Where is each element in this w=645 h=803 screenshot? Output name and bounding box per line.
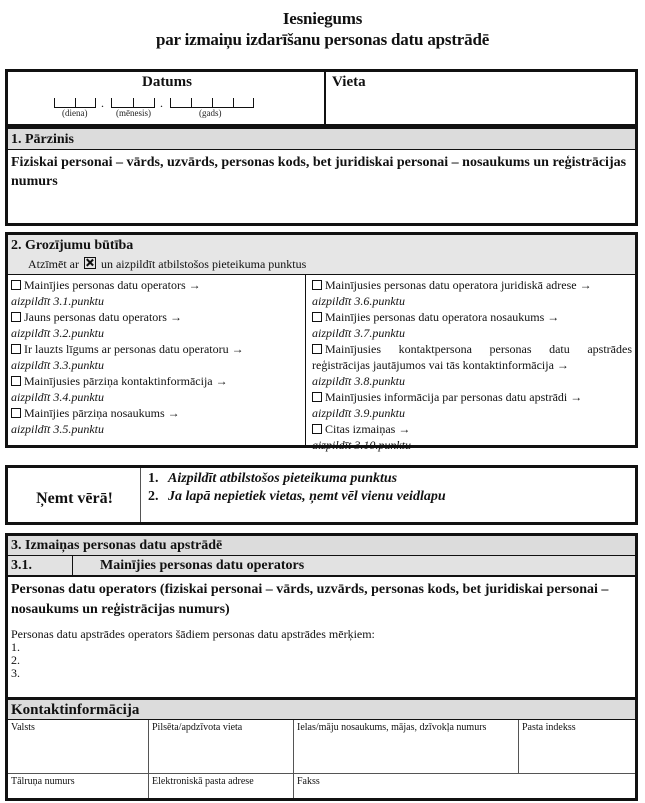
contact-heading: Kontaktinformācija (8, 700, 635, 720)
option-action: aizpildīt 3.1.punktu (11, 294, 104, 308)
option-other-changes[interactable] (312, 421, 632, 453)
street-field[interactable] (294, 720, 519, 773)
section-2-heading: 2. Grozījumu būtība (11, 238, 134, 253)
note-label-cell (8, 468, 141, 522)
note-label: Ņemt vērā! (36, 490, 113, 507)
field-label: Ielas/māju nosaukums, mājas, dzīvokļa numurs (297, 722, 487, 733)
date-separator: . (160, 96, 163, 110)
fax-field[interactable] (294, 774, 635, 798)
year-digit-1[interactable] (170, 98, 191, 108)
field-label: Valsts (11, 722, 35, 733)
option-label: Mainījies pārziņa nosaukums → (24, 406, 180, 420)
postal-code-field[interactable] (519, 720, 635, 773)
option-action: aizpildīt 3.10.punktu (312, 438, 411, 452)
checkbox-icon[interactable] (11, 312, 21, 322)
option-label: Mainījusies personas datu operatora juridiskā adrese → (325, 278, 592, 292)
option-action: aizpildīt 3.2.punktu (11, 326, 104, 340)
field-label: Tālruņa numurs (11, 776, 75, 787)
change-nature-section (5, 232, 638, 452)
month-digit-1[interactable] (111, 98, 133, 108)
option-label: Mainījies personas datu operators → (24, 278, 201, 292)
title-line: Iesniegums (282, 9, 363, 28)
controller-description: Fiziskai personai – vārds, uzvārds, personas kods, bet juridiskai personai – nosaukums un reģistrācijas numurs (11, 155, 627, 189)
checkbox-icon[interactable] (312, 344, 322, 354)
year-digit-3[interactable] (212, 98, 233, 108)
note-item (148, 470, 446, 488)
option-controller-name-changed[interactable] (11, 405, 302, 437)
date-place-box (5, 69, 638, 127)
option-controller-contact-changed[interactable] (11, 373, 302, 405)
field-label: Pilsēta/apdzīvota vieta (152, 722, 243, 733)
option-label-continued: reģistrācijas jautājumos vai tās kontaktinformācija → (312, 358, 569, 372)
section-3-heading: 3. Izmaiņas personas datu apstrādē (8, 536, 635, 556)
date-label: Datums (141, 74, 192, 90)
instruction-text: un aizpildīt atbilstošos pieteikuma punktus (100, 257, 307, 271)
option-label: Mainījusies kontaktpersona personas datu apstrādes (325, 342, 632, 356)
purpose-line-1[interactable]: 1. (11, 640, 20, 654)
subsection-number: 3.1. (8, 556, 73, 575)
field-label: Elektroniskā pasta adrese (152, 776, 254, 787)
contact-row-address (8, 720, 635, 774)
year-hint: (gads) (199, 108, 222, 118)
option-contact-person-changed[interactable] (312, 341, 632, 389)
place-label: Vieta (332, 74, 366, 90)
option-operator-changed[interactable] (11, 277, 302, 309)
change-options-left (8, 275, 306, 445)
checkbox-icon[interactable] (312, 392, 322, 402)
contact-info-section (5, 697, 638, 801)
section-2-instruction (8, 255, 635, 273)
checkbox-icon[interactable] (11, 376, 21, 386)
date-cell (8, 72, 326, 124)
section-2-header (8, 235, 635, 275)
note-box (5, 465, 638, 525)
checkbox-icon[interactable] (312, 424, 322, 434)
instruction-text: Atzīmēt ar (28, 257, 79, 271)
option-label: Citas izmaiņas → (325, 422, 411, 436)
controller-input[interactable] (8, 193, 635, 223)
date-input[interactable] (48, 96, 298, 118)
option-action: aizpildīt 3.3.punktu (11, 358, 104, 372)
month-digit-2[interactable] (133, 98, 155, 108)
purposes-label: Personas datu apstrādes operators šādiem personas datu apstrādes mērķiem: (11, 627, 375, 641)
checkbox-icon[interactable] (11, 344, 21, 354)
option-label: Jauns personas datu operators → (24, 310, 182, 324)
option-action: aizpildīt 3.6.punktu (312, 294, 405, 308)
option-action: aizpildīt 3.8.punktu (312, 374, 405, 388)
field-label: Fakss (297, 776, 320, 787)
field-label: Pasta indekss (522, 722, 576, 733)
option-operator-name-changed[interactable] (312, 309, 632, 341)
subsection-title: Mainījies personas datu operators (100, 558, 305, 573)
controller-section (5, 126, 638, 226)
note-text: Ja lapā nepietiek vietas, ņemt vēl vienu veidlapu (168, 489, 446, 504)
option-label: Mainījusies pārziņa kontaktinformācija → (24, 374, 228, 388)
year-digit-2[interactable] (191, 98, 212, 108)
subtitle-line: par izmaiņu izdarīšanu personas datu apstrādē (155, 30, 490, 49)
option-label: Mainījusies informācija par personas datu apstrādi → (325, 390, 583, 404)
option-action: aizpildīt 3.9.punktu (312, 406, 405, 420)
day-digit-2[interactable] (75, 98, 96, 108)
section-1-heading: 1. Pārzinis (8, 129, 635, 150)
month-hint: (mēnesis) (116, 108, 151, 118)
document-title (0, 8, 645, 50)
day-digit-1[interactable] (54, 98, 75, 108)
email-field[interactable] (149, 774, 294, 798)
option-new-operator[interactable] (11, 309, 302, 341)
note-number: 2. (148, 489, 159, 504)
note-number: 1. (148, 471, 159, 486)
city-field[interactable] (149, 720, 294, 773)
note-item (148, 488, 446, 506)
day-hint: (diena) (62, 108, 88, 118)
checkbox-icon[interactable] (312, 280, 322, 290)
phone-field[interactable] (8, 774, 149, 798)
purpose-line-2[interactable]: 2. (11, 653, 20, 667)
option-action: aizpildīt 3.7.punktu (312, 326, 405, 340)
country-field[interactable] (8, 720, 149, 773)
checkbox-icon[interactable] (11, 280, 21, 290)
checkbox-icon[interactable] (11, 408, 21, 418)
option-action: aizpildīt 3.4.punktu (11, 390, 104, 404)
checked-box-icon (84, 257, 96, 269)
option-action: aizpildīt 3.5.punktu (11, 422, 104, 436)
option-label: Ir lauzts līgums ar personas datu operatoru → (24, 342, 244, 356)
date-separator: . (101, 96, 104, 110)
subsection-3-1-header (8, 556, 635, 577)
change-options-right (306, 275, 635, 452)
contact-row-communication (8, 774, 635, 798)
operator-description: Personas datu operators (fiziskai personai – vārds, uzvārds, personas kods, bet juridiskai personai – nosaukums un reģistrācijas numurs) (11, 582, 609, 617)
option-processing-info-changed[interactable] (312, 389, 632, 421)
checkbox-icon[interactable] (312, 312, 322, 322)
option-operator-address-changed[interactable] (312, 277, 632, 309)
purpose-line-3[interactable]: 3. (11, 666, 20, 680)
purposes-block (8, 620, 635, 680)
note-text: Aizpildīt atbilstošos pieteikuma punktus (168, 471, 398, 486)
note-list (148, 470, 446, 506)
option-label: Mainījies personas datu operatora nosaukums → (325, 310, 560, 324)
processing-changes-section (5, 533, 638, 700)
year-digit-4[interactable] (233, 98, 254, 108)
option-contract-terminated[interactable] (11, 341, 302, 373)
